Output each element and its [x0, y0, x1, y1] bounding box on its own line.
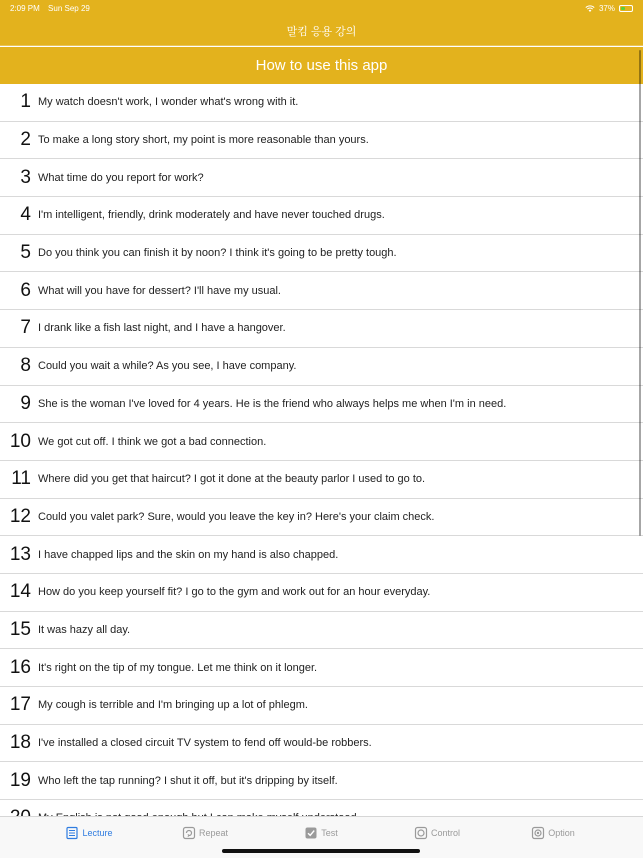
item-number: 19 [9, 769, 31, 791]
how-to-use-button[interactable] [0, 47, 643, 84]
repeat-icon [183, 827, 195, 839]
status-right [585, 4, 633, 13]
item-number: 17 [9, 694, 31, 716]
item-text: It's right on the tip of my tongue. Let me think on it longer. [38, 661, 318, 674]
list-item[interactable] [0, 499, 643, 537]
tab-test[interactable] [264, 817, 380, 849]
list-item[interactable] [0, 84, 643, 122]
tab-label: Repeat [198, 828, 229, 838]
item-number: 3 [20, 166, 31, 188]
item-number: 8 [20, 355, 31, 377]
list-item[interactable] [0, 649, 643, 687]
item-number: 16 [9, 656, 31, 678]
item-number: 1 [20, 91, 31, 113]
list-icon [66, 827, 78, 839]
list-item[interactable] [0, 725, 643, 763]
lecture-list[interactable] [0, 84, 643, 816]
control-icon [415, 827, 427, 839]
item-number: 9 [20, 392, 31, 414]
status-left [10, 4, 96, 13]
item-number: 4 [20, 204, 31, 226]
item-number: 5 [20, 242, 31, 264]
item-text: Could you valet park? Sure, would you leave the key in? Here's your claim check. [38, 510, 435, 523]
item-text: I've installed a closed circuit TV system to fend off would-be robbers. [38, 737, 372, 750]
list-item[interactable] [0, 574, 643, 612]
item-text: She is the woman I've loved for 4 years. He is the friend who always helps me when I'm in need. [38, 397, 507, 410]
tab-label: Option [548, 828, 575, 838]
item-text: Where did you get that haircut? I got it done at the beauty parlor I used to go to. [38, 473, 426, 486]
item-text: My watch doesn't work, I wonder what's wrong with it. [38, 96, 299, 109]
item-number: 13 [9, 543, 31, 565]
item-text: Could you wait a while? As you see, I have company. [38, 360, 297, 373]
list-item[interactable] [0, 687, 643, 725]
item-number: 6 [20, 279, 31, 301]
item-number: 11 [11, 468, 31, 490]
tab-option[interactable] [496, 817, 612, 849]
wifi-icon [585, 5, 595, 12]
nav-bar [0, 16, 643, 46]
list-item[interactable] [0, 348, 643, 386]
list-item[interactable] [0, 197, 643, 235]
tab-lecture[interactable] [32, 817, 148, 849]
list-item[interactable] [0, 762, 643, 800]
tab-repeat[interactable] [148, 817, 264, 849]
item-text: Do you think you can finish it by noon? I think it's going to be pretty tough. [38, 247, 397, 260]
item-text: How do you keep yourself fit? I go to the gym and work out for an hour everyday. [38, 586, 431, 599]
scrollbar[interactable] [639, 50, 641, 536]
list-item[interactable] [0, 272, 643, 310]
tab-label: Lecture [82, 828, 113, 838]
tab-control[interactable] [380, 817, 496, 849]
tab-label: Control [430, 828, 460, 838]
how-to-use-label: How to use this app [255, 57, 388, 74]
item-number: 7 [20, 317, 31, 339]
item-number: 14 [9, 581, 31, 603]
item-text: I have chapped lips and the skin on my hand is also chapped. [38, 548, 339, 561]
status-time: 2:09 PM [10, 3, 40, 13]
battery-fill [621, 7, 625, 10]
home-indicator [222, 849, 420, 853]
nav-title: 말킴 응용 강의 [286, 25, 357, 38]
item-number: 2 [20, 129, 31, 151]
item-text: To make a long story short, my point is more reasonable than yours. [38, 134, 369, 147]
check-icon [305, 827, 317, 839]
tab-label: Test [321, 828, 338, 838]
item-text: What will you have for dessert? I'll have my usual. [38, 284, 281, 297]
item-text: I drank like a fish last night, and I have a hangover. [38, 322, 286, 335]
list-item[interactable] [0, 310, 643, 348]
list-item[interactable] [0, 612, 643, 650]
list-item[interactable] [0, 122, 643, 160]
item-text: We got cut off. I think we got a bad connection. [38, 435, 267, 448]
list-item[interactable] [0, 235, 643, 273]
item-number: 10 [9, 430, 31, 452]
option-icon [532, 827, 544, 839]
status-bar [0, 0, 643, 16]
list-item[interactable] [0, 423, 643, 461]
item-text: What time do you report for work? [38, 171, 204, 184]
list-item[interactable] [0, 461, 643, 499]
item-number: 15 [9, 618, 31, 640]
list-item[interactable] [0, 386, 643, 424]
item-text: I'm intelligent, friendly, drink moderately and have never touched drugs. [38, 209, 385, 222]
list-item[interactable] [0, 159, 643, 197]
battery-percent: 37% [598, 3, 615, 13]
battery-icon [619, 5, 633, 12]
item-text: My cough is terrible and I'm bringing up a lot of phlegm. [38, 699, 308, 712]
list-item[interactable] [0, 536, 643, 574]
item-number: 12 [9, 505, 31, 527]
item-text: Who left the tap running? I shut it off, but it's dripping by itself. [38, 774, 338, 787]
item-number: 18 [9, 732, 31, 754]
item-text: It was hazy all day. [38, 623, 131, 636]
status-date: Sun Sep 29 [48, 3, 90, 13]
